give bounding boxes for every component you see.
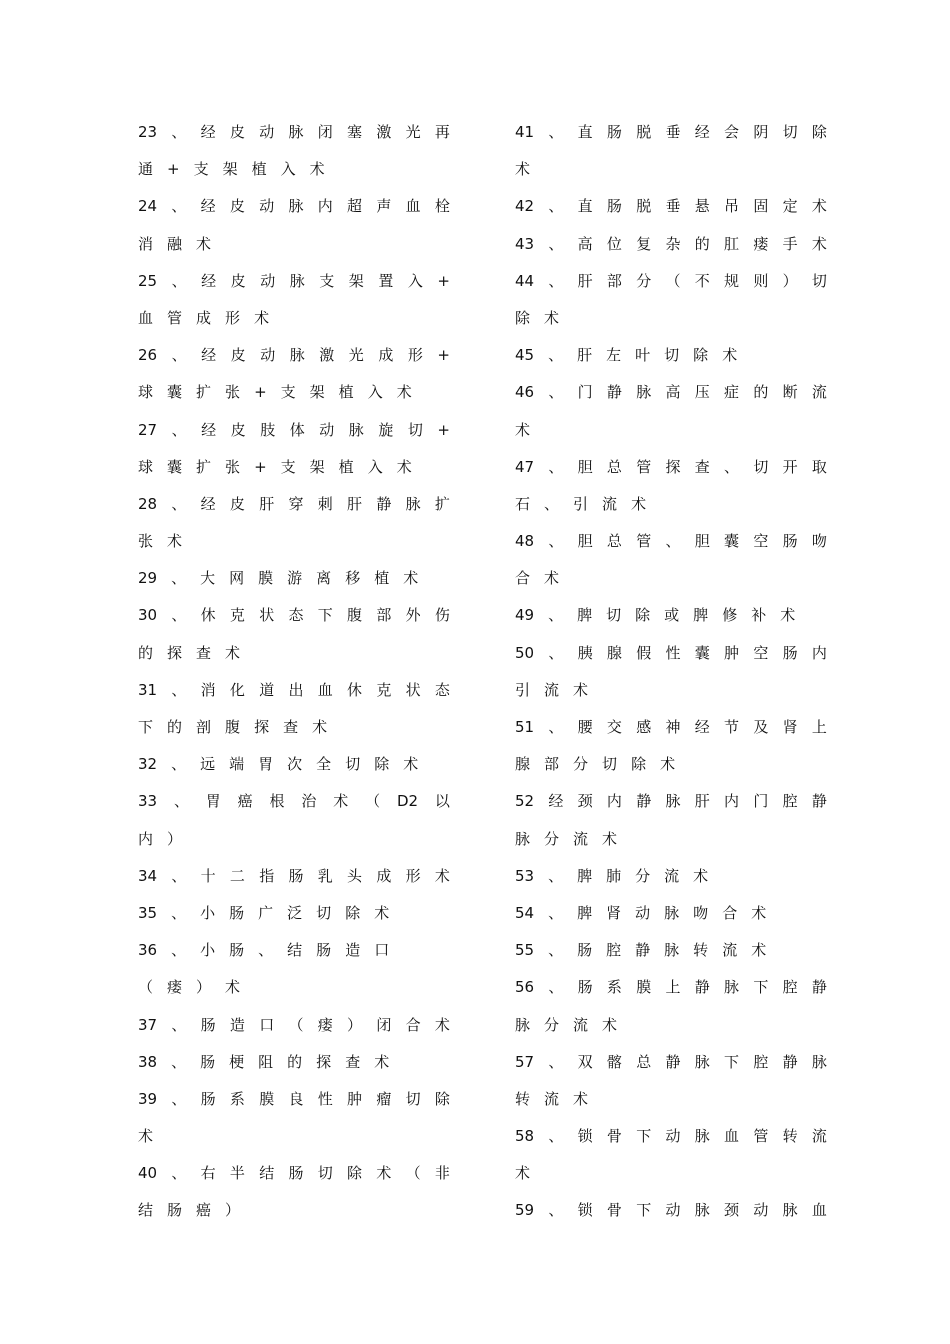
text-line: 43 、 高 位 复 杂 的 肛 瘘 手 术 [515, 234, 827, 253]
text-line: 脉 分 流 术 [515, 1015, 618, 1034]
text-line: 石 、 引 流 术 [515, 494, 647, 513]
text-line: 23 、 经 皮 动 脉 闭 塞 激 光 再 [138, 123, 450, 141]
text-line: 59 、 锁 骨 下 动 脉 颈 动 脉 血 [515, 1201, 827, 1220]
text-line: 55 、 肠 腔 静 脉 转 流 术 [515, 941, 767, 960]
text-line: 40 、 右 半 结 肠 切 除 术 （ 非 [138, 1164, 450, 1183]
text-line: 47 、 胆 总 管 探 查 、 切 开 取 [515, 457, 827, 476]
text-line: 张 术 [138, 532, 183, 551]
left-column [138, 114, 450, 1230]
text-line: 腺 部 分 切 除 术 [515, 755, 676, 774]
text-line: 25 、 经 皮 动 脉 支 架 置 入 + [138, 271, 450, 290]
text-line: 28 、 经 皮 肝 穿 刺 肝 静 脉 扩 [138, 494, 450, 513]
text-line: 53 、 脾 肺 分 流 术 [515, 866, 709, 885]
text-line: 转 流 术 [515, 1089, 589, 1108]
text-line: 球 囊 扩 张 + 支 架 植 入 术 [138, 383, 412, 402]
text-line: 除 术 [515, 308, 560, 327]
text-line: 的 探 查 术 [138, 643, 241, 662]
text-line: 51 、 腰 交 感 神 经 节 及 肾 上 [515, 718, 827, 736]
text-line: 34 、 十 二 指 肠 乳 头 成 形 术 [138, 866, 450, 885]
text-line: 血 管 成 形 术 [138, 308, 270, 327]
text-line: 术 [515, 420, 531, 439]
text-line: 50 、 胰 腺 假 性 囊 肿 空 肠 内 [515, 643, 827, 662]
text-line: 56 、 肠 系 膜 上 静 脉 下 腔 静 [515, 978, 827, 997]
text-line: 39 、 肠 系 膜 良 性 肿 瘤 切 除 [138, 1089, 450, 1108]
text-line: 术 [515, 1164, 531, 1183]
text-line: 57 、 双 髂 总 静 脉 下 腔 静 脉 [515, 1052, 827, 1071]
text-line: 内 ） [138, 829, 183, 848]
text-line: 合 术 [515, 569, 560, 588]
text-line: 58 、 锁 骨 下 动 脉 血 管 转 流 [515, 1127, 827, 1146]
text-line: 32 、 远 端 胃 次 全 切 除 术 [138, 755, 419, 774]
text-line: 48 、 胆 总 管 、 胆 囊 空 肠 吻 [515, 532, 827, 551]
text-line: 30 、 休 克 状 态 下 腹 部 外 伤 [138, 606, 450, 625]
text-line: 33 、 胃 癌 根 治 术 （ D2 以 [138, 792, 450, 811]
text-line: 38 、 肠 梗 阻 的 探 查 术 [138, 1052, 390, 1071]
text-line: 35 、 小 肠 广 泛 切 除 术 [138, 903, 390, 922]
text-line: 49 、 脾 切 除 或 脾 修 补 术 [515, 606, 796, 625]
text-line: 54 、 脾 肾 动 脉 吻 合 术 [515, 903, 767, 922]
text-line: 下 的 剖 腹 探 查 术 [138, 718, 328, 736]
text-line: 29 、 大 网 膜 游 离 移 植 术 [138, 569, 419, 588]
text-line: 脉 分 流 术 [515, 829, 618, 848]
text-line: 24 、 经 皮 动 脉 内 超 声 血 栓 [138, 197, 450, 216]
text-line: 52 经 颈 内 静 脉 肝 内 门 腔 静 [515, 792, 827, 811]
text-line: 引 流 术 [515, 680, 589, 699]
text-line: （ 瘘 ） 术 [138, 978, 241, 997]
text-line: 36 、 小 肠 、 结 肠 造 口 [138, 941, 390, 960]
text-line: 45 、 肝 左 叶 切 除 术 [515, 346, 738, 365]
text-line: 37 、 肠 造 口 （ 瘘 ） 闭 合 术 [138, 1015, 450, 1034]
text-line: 42 、 直 肠 脱 垂 悬 吊 固 定 术 [515, 197, 827, 216]
text-line: 球 囊 扩 张 + 支 架 植 入 术 [138, 457, 412, 476]
text-line: 46 、 门 静 脉 高 压 症 的 断 流 [515, 383, 827, 402]
text-line: 31 、 消 化 道 出 血 休 克 状 态 [138, 680, 450, 699]
text-line: 结 肠 癌 ） [138, 1201, 241, 1220]
text-line: 26 、 经 皮 动 脉 激 光 成 形 + [138, 346, 450, 365]
right-column [515, 114, 827, 1230]
text-line: 27 、 经 皮 肢 体 动 脉 旋 切 + [138, 420, 450, 439]
text-line: 术 [138, 1127, 154, 1146]
text-line: 通 + 支 架 植 入 术 [138, 160, 325, 179]
text-line: 术 [515, 160, 531, 179]
text-line: 消 融 术 [138, 234, 212, 253]
text-line: 41 、 直 肠 脱 垂 经 会 阴 切 除 [515, 123, 827, 141]
text-line: 44 、 肝 部 分 （ 不 规 则 ） 切 [515, 271, 827, 290]
